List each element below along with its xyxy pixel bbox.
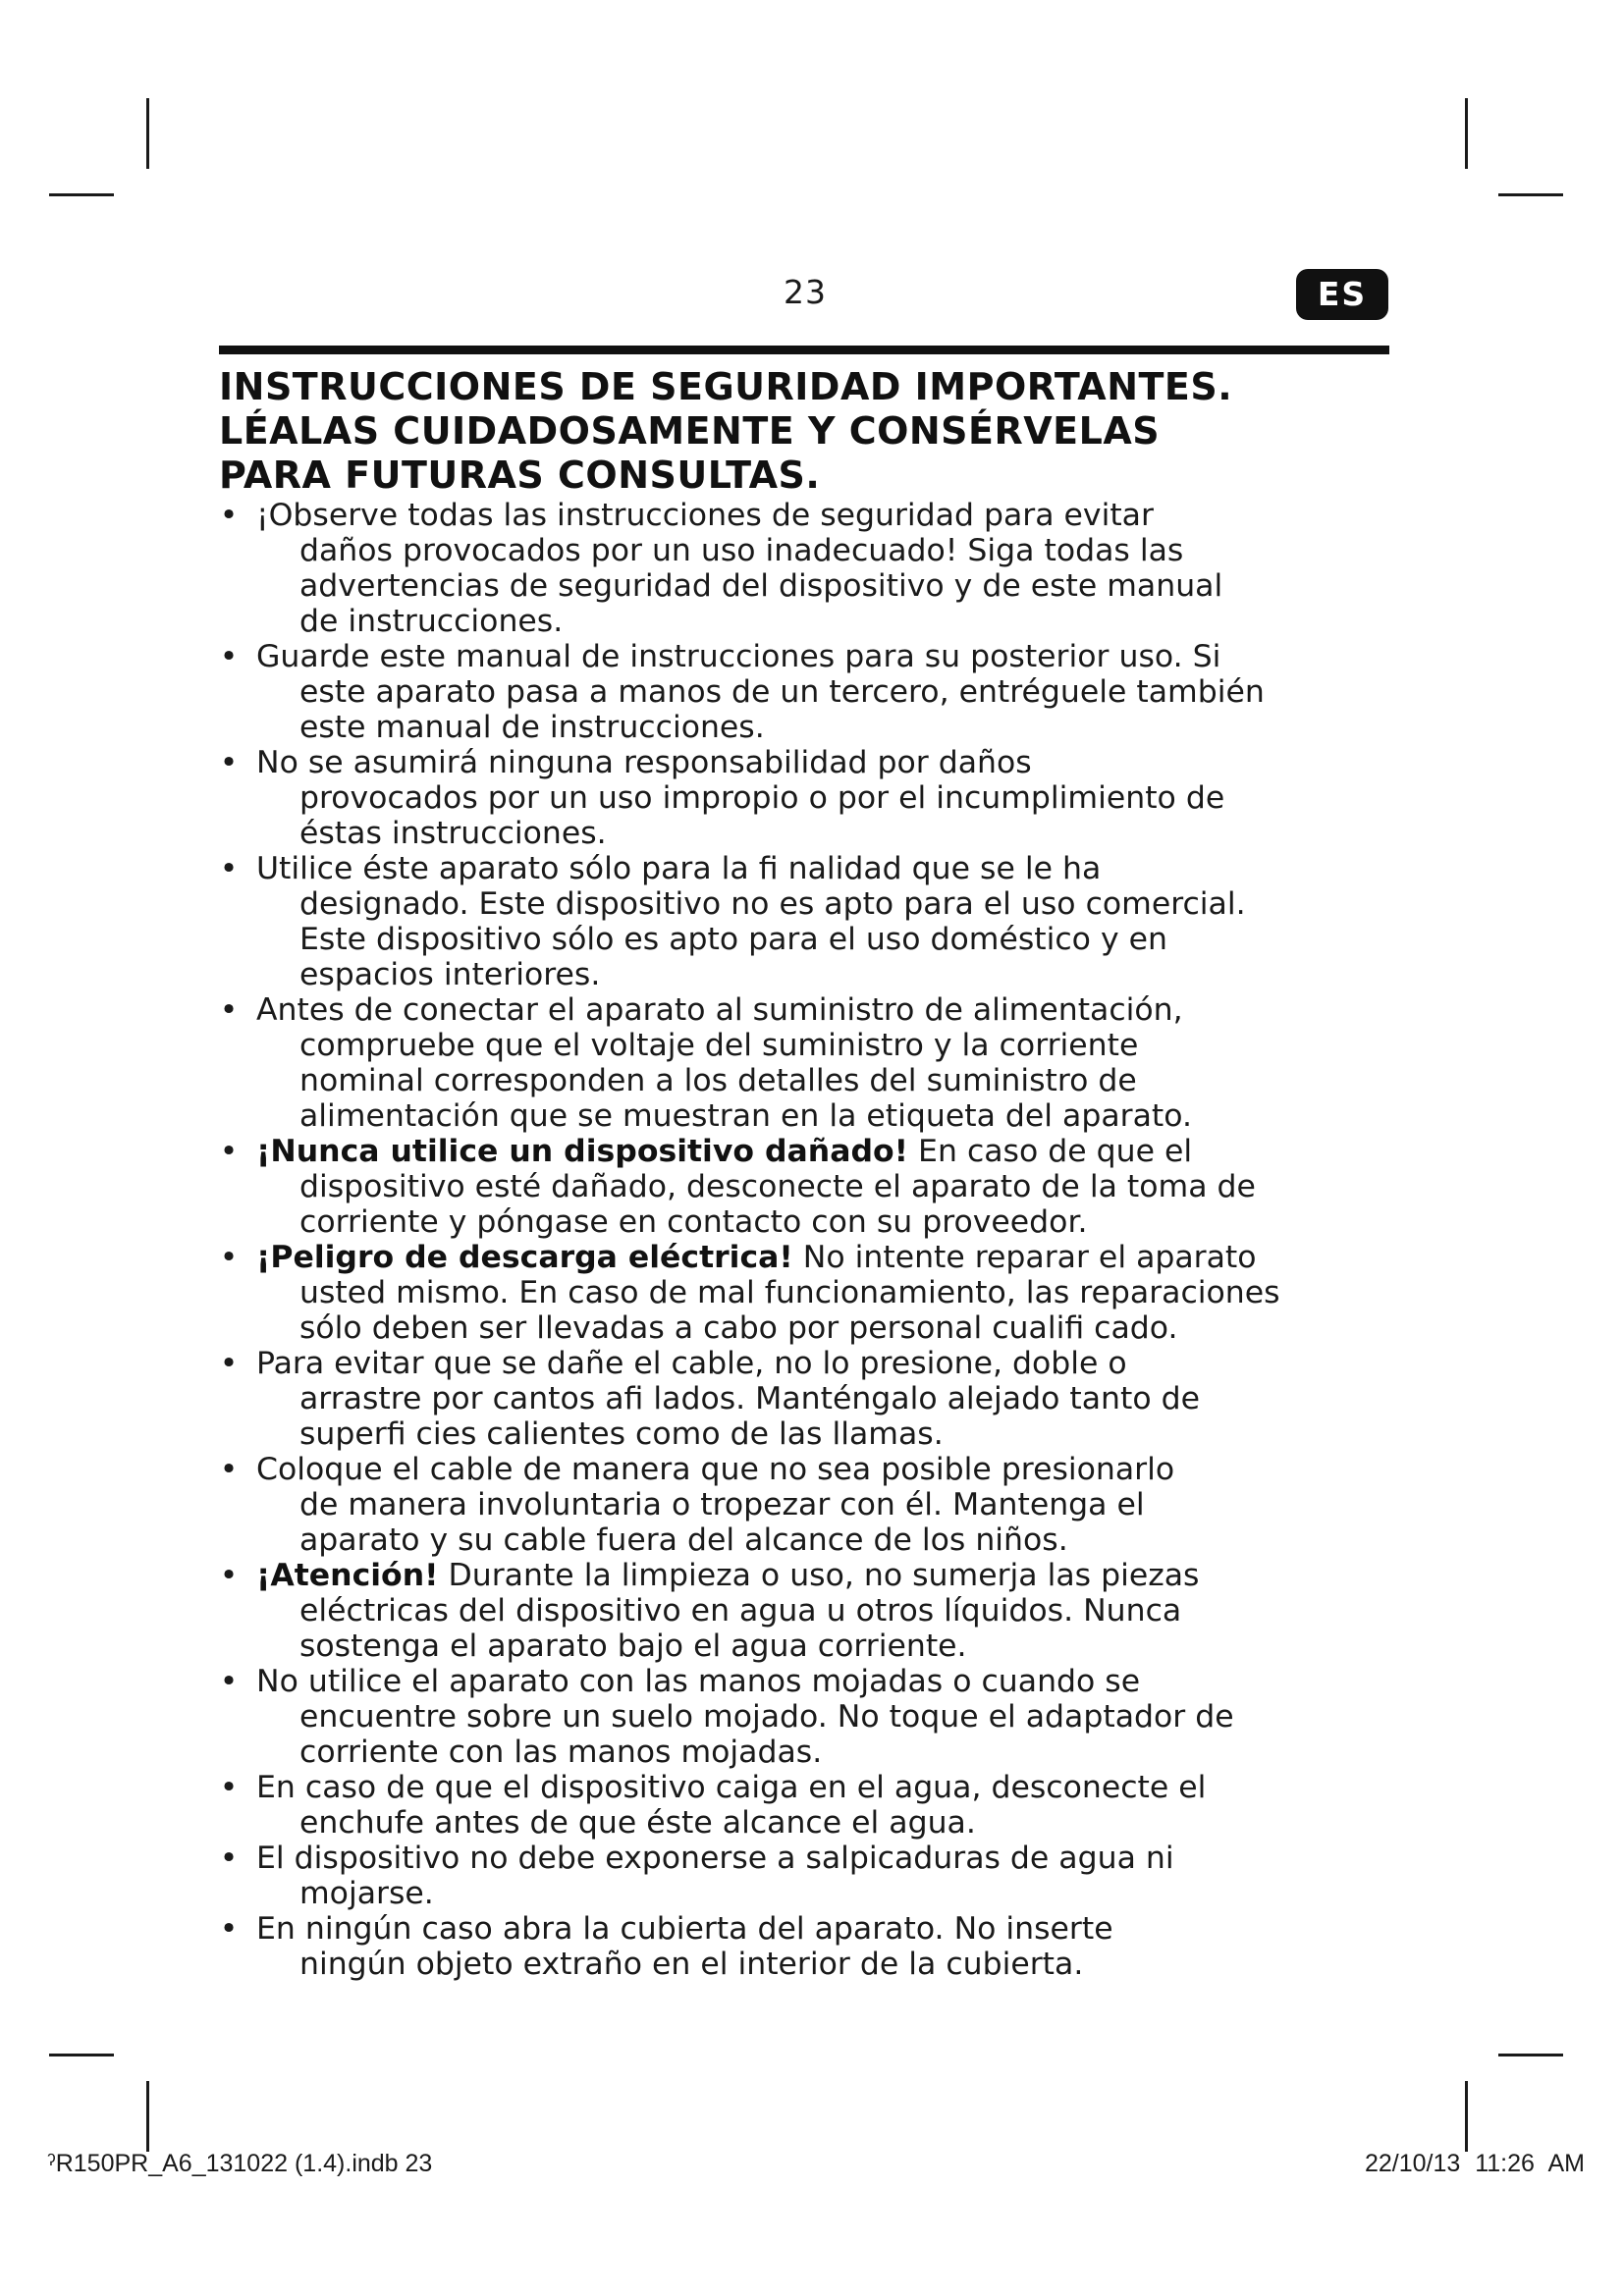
safety-instruction-item [219,1770,1397,1841]
instruction-line: Para evitar que se dañe el cable, no lo presione, doble o [256,1346,1127,1381]
bullet-marker: • [219,1134,239,1169]
bullet-marker: • [219,1240,239,1275]
safety-instruction-item [219,1346,1397,1452]
instruction-line [256,1134,1397,1169]
safety-instruction-item [219,745,1397,851]
bullet-marker: • [219,498,239,533]
crop-mark-top-right-vertical [1465,98,1468,169]
instruction-line: Utilice éste aparato sólo para la fi nalidad que se le ha [256,851,1102,886]
safety-instruction-item [219,1452,1397,1558]
instruction-line: Este dispositivo sólo es apto para el uso doméstico y en [299,922,1167,957]
instruction-line: ¡Observe todas las instrucciones de seguridad para evitar [256,498,1154,533]
instruction-line: designado. Este dispositivo no es apto para el uso comercial. [299,886,1246,922]
safety-instruction-item [219,1841,1397,1911]
crop-mark-bottom-right-vertical [1465,2081,1468,2152]
bullet-marker: • [219,1664,239,1699]
instruction-line: alimentación que se muestran en la etiqueta del aparato. [299,1098,1192,1134]
instruction-line: de instrucciones. [299,604,564,639]
instruction-line: provocados por un uso impropio o por el incumplimiento de [299,780,1225,816]
instruction-emphasis: ¡Atención! [256,1558,439,1593]
footer-timestamp: 22/10/13 11:26 AM [1364,2150,1585,2177]
instruction-line: espacios interiores. [299,957,601,992]
instruction-line: este manual de instrucciones. [299,710,765,745]
instruction-line: éstas instrucciones. [299,816,607,851]
instruction-line: advertencias de seguridad del dispositivo y de este manual [299,568,1223,604]
instruction-line: superfi cies calientes como de las llamas. [299,1416,944,1452]
safety-instruction-item [219,1240,1397,1346]
safety-instruction-item [219,1664,1397,1770]
bullet-marker: • [219,1558,239,1593]
bullet-marker: • [219,1841,239,1876]
instruction-line: daños provocados por un uso inadecuado! Siga todas las [299,533,1184,568]
instruction-line: corriente con las manos mojadas. [299,1735,823,1770]
instruction-line: En caso de que el dispositivo caiga en el agua, desconecte el [256,1770,1207,1805]
safety-title-line: LÉALAS CUIDADOSAMENTE Y CONSÉRVELAS [219,409,1161,453]
crop-mark-top-left-vertical [146,98,149,169]
bullet-marker: • [219,992,239,1028]
instruction-line [256,1240,1397,1275]
header-divider [219,346,1389,354]
instruction-line: ningún objeto extraño en el interior de la cubierta. [299,1947,1084,1982]
instruction-line: este aparato pasa a manos de un tercero, entréguele también [299,674,1265,710]
bullet-marker: • [219,1452,239,1487]
safety-instruction-item [219,1558,1397,1664]
instruction-emphasis: ¡Peligro de descarga eléctrica! [256,1240,793,1275]
instruction-line: Coloque el cable de manera que no sea posible presionarlo [256,1452,1175,1487]
instruction-line: mojarse. [299,1876,434,1911]
instruction-text: No intente reparar el aparato [792,1240,1257,1275]
instruction-line: corriente y póngase en contacto con su proveedor. [299,1204,1088,1240]
crop-mark-top-right-horizontal [1498,193,1563,196]
instruction-text: En caso de que el [908,1134,1193,1169]
crop-mark-bottom-left-horizontal [49,2054,114,2056]
safety-instruction-item [219,851,1397,992]
instruction-line: enchufe antes de que éste alcance el agua. [299,1805,976,1841]
safety-title [219,365,1397,498]
bullet-marker: • [219,1770,239,1805]
safety-instruction-item [219,498,1397,639]
language-badge: ES [1296,269,1388,320]
instruction-line: encuentre sobre un suelo mojado. No toque el adaptador de [299,1699,1234,1735]
instruction-line: En ningún caso abra la cubierta del aparato. No inserte [256,1911,1113,1947]
bullet-marker: • [219,1911,239,1947]
instruction-line: eléctricas del dispositivo en agua u otros líquidos. Nunca [299,1593,1182,1629]
bullet-marker: • [219,745,239,780]
instruction-line: Guarde este manual de instrucciones para su posterior uso. Si [256,639,1221,674]
instruction-emphasis: ¡Nunca utilice un dispositivo dañado! [256,1134,909,1169]
safety-instruction-item [219,1911,1397,1982]
instruction-line: de manera involuntaria o tropezar con él. Mantenga el [299,1487,1145,1522]
instruction-line: No se asumirá ninguna responsabilidad por daños [256,745,1032,780]
instruction-line: aparato y su cable fuera del alcance de los niños. [299,1522,1068,1558]
safety-title-line: PARA FUTURAS CONSULTAS. [219,454,821,497]
instruction-line: sostenga el aparato bajo el agua corriente. [299,1629,967,1664]
instruction-line: compruebe que el voltaje del suministro y la corriente [299,1028,1139,1063]
page-number: 23 [784,273,827,311]
bullet-marker: • [219,851,239,886]
safety-instruction-item [219,992,1397,1134]
instruction-line: El dispositivo no debe exponerse a salpicaduras de agua ni [256,1841,1174,1876]
instruction-line: nominal corresponden a los detalles del suministro de [299,1063,1137,1098]
safety-instruction-item [219,1134,1397,1240]
bullet-marker: • [219,1346,239,1381]
bullet-marker: • [219,639,239,674]
instruction-text: Durante la limpieza o uso, no sumerja las piezas [438,1558,1200,1593]
crop-mark-bottom-right-horizontal [1498,2054,1563,2056]
safety-title-line: INSTRUCCIONES DE SEGURIDAD IMPORTANTES. [219,365,1233,408]
instruction-line: usted mismo. En caso de mal funcionamiento, las reparaciones [299,1275,1280,1310]
crop-mark-bottom-left-vertical [146,2081,149,2152]
instruction-line: dispositivo esté dañado, desconecte el aparato de la toma de [299,1169,1256,1204]
instruction-line [256,1558,1397,1593]
footer-file-info: ˀR150PR_A6_131022 (1.4).indb 23 [47,2150,433,2177]
instruction-line: Antes de conectar el aparato al suministro de alimentación, [256,992,1183,1028]
safety-instruction-item [219,639,1397,745]
crop-mark-top-left-horizontal [49,193,114,196]
instruction-line: arrastre por cantos afi lados. Manténgalo alejado tanto de [299,1381,1201,1416]
safety-instructions-list [219,498,1397,1982]
instruction-line: sólo deben ser llevadas a cabo por personal cualifi cado. [299,1310,1178,1346]
instruction-line: No utilice el aparato con las manos mojadas o cuando se [256,1664,1141,1699]
